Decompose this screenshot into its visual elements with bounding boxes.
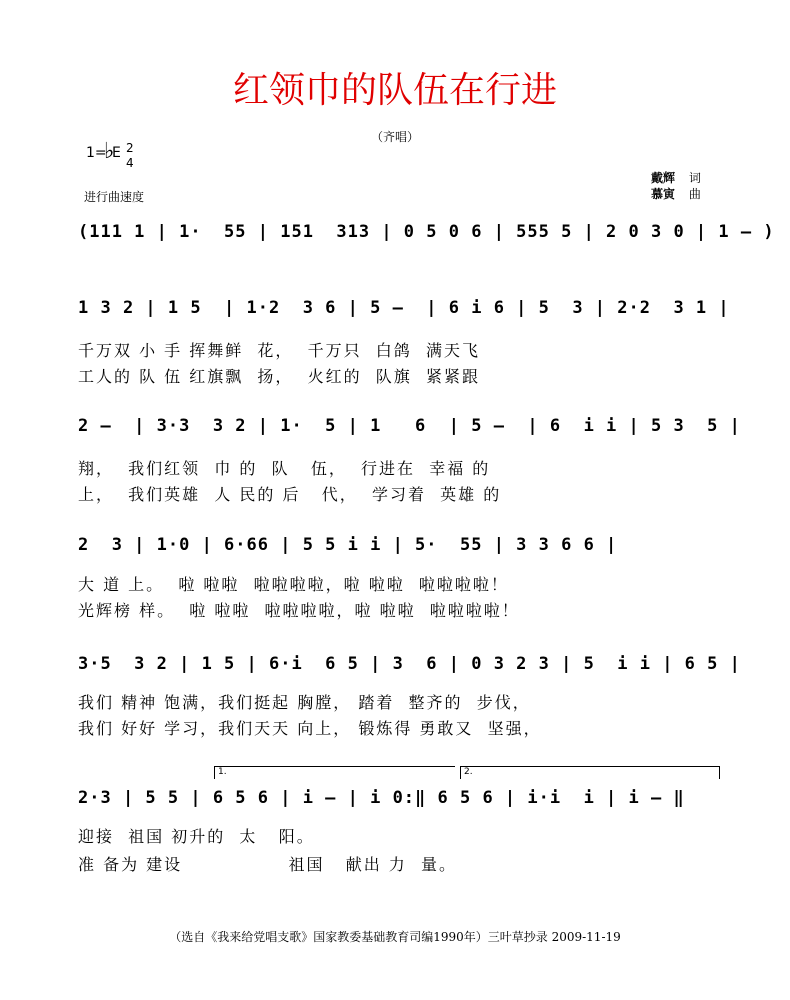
time-bottom: 4 <box>126 156 134 170</box>
time-signature <box>126 141 134 171</box>
score-row-1: 1 3 2 | 1 5 | 1·2 3 6 | 5 – | 6 i 6 | 5 3 | 2·2 3 1 | <box>78 298 730 318</box>
score-row-intro: (111 1 | 1· 55 | 151 313 | 0 5 0 6 | 555 5 | 2 0 3 0 | 1 – ) <box>78 222 775 242</box>
volta-2-bracket <box>460 766 720 779</box>
song-title: 红领巾的队伍在行进 <box>232 70 557 111</box>
key-note: E <box>112 145 121 161</box>
lyric-row-2-verse-2: 上， 我们英雄 人 民的 后 代， 学习着 英雄 的 <box>78 485 502 504</box>
composer-name: 慕寅 <box>651 187 676 201</box>
lyric-row-3-verse-2: 光辉榜 样。 啦 啦啦 啦啦啦啦，啦 啦啦 啦啦啦啦！ <box>78 601 520 620</box>
score-row-3: 2 3 | 1·0 | 6·66 | 5 5 i i | 5· 55 | 3 3 6 6 | <box>78 535 618 555</box>
lyric-row-4-verse-2: 我们 好好 学习，我们天天 向上， 锻炼得 勇敢又 坚强， <box>78 719 542 738</box>
score-row-5: 2·3 | 5 5 | 6 5 6 | i – | i 0:‖ 6 5 6 | i·i i | i – ‖ <box>78 788 685 808</box>
score-row-2: 2 – | 3·3 3 2 | 1· 5 | 1 6 | 5 – | 6 i i | 5 3 5 | <box>78 416 741 436</box>
tempo-marking: 进行曲速度 <box>84 190 145 204</box>
lyric-row-1-verse-1: 千万双 小 手 挥舞鲜 花， 千万只 白鸽 满天飞 <box>78 341 480 360</box>
key-prefix: 1= <box>86 145 107 161</box>
volta-1-bracket <box>214 766 455 779</box>
lyricist-name: 戴辉 <box>651 171 676 185</box>
lyric-row-2-verse-1: 翔， 我们红领 巾 的 队 伍， 行进在 幸福 的 <box>78 459 491 478</box>
time-top: 2 <box>126 141 134 155</box>
composer-role: 曲 <box>688 187 701 201</box>
volta-2-label: 2. <box>464 767 473 777</box>
credits <box>651 170 701 202</box>
lyric-row-5-verse-1: 迎接 祖国 初升的 太 阳。 <box>78 827 315 846</box>
composer-line <box>651 186 701 202</box>
performance-note: （齐唱） <box>370 130 419 144</box>
lyric-row-3-verse-1: 大 道 上。 啦 啦啦 啦啦啦啦，啦 啦啦 啦啦啦啦！ <box>78 575 509 594</box>
lyric-row-4-verse-1: 我们 精神 饱满，我们挺起 胸膛， 踏着 整齐的 步伐， <box>78 693 531 712</box>
lyric-row-5-verse-2: 准 备为 建设 祖国 献出 力 量。 <box>78 855 457 874</box>
lyricist-role: 词 <box>688 171 701 185</box>
lyric-row-1-verse-2: 工人的 队 伍 红旗飘 扬， 火红的 队旗 紧紧跟 <box>78 367 480 386</box>
volta-1-label: 1. <box>218 767 227 777</box>
flat-accidental: ♭ <box>104 139 115 164</box>
source-footer: （选自《我来给党唱支歌》国家教委基础教育司编1990年）三叶草抄录 2009-11-19 <box>169 930 621 944</box>
lyricist-line <box>651 170 701 186</box>
key-signature <box>86 139 134 170</box>
score-row-4: 3·5 3 2 | 1 5 | 6·i 6 5 | 3 6 | 0 3 2 3 | 5 i i | 6 5 | <box>78 654 741 674</box>
